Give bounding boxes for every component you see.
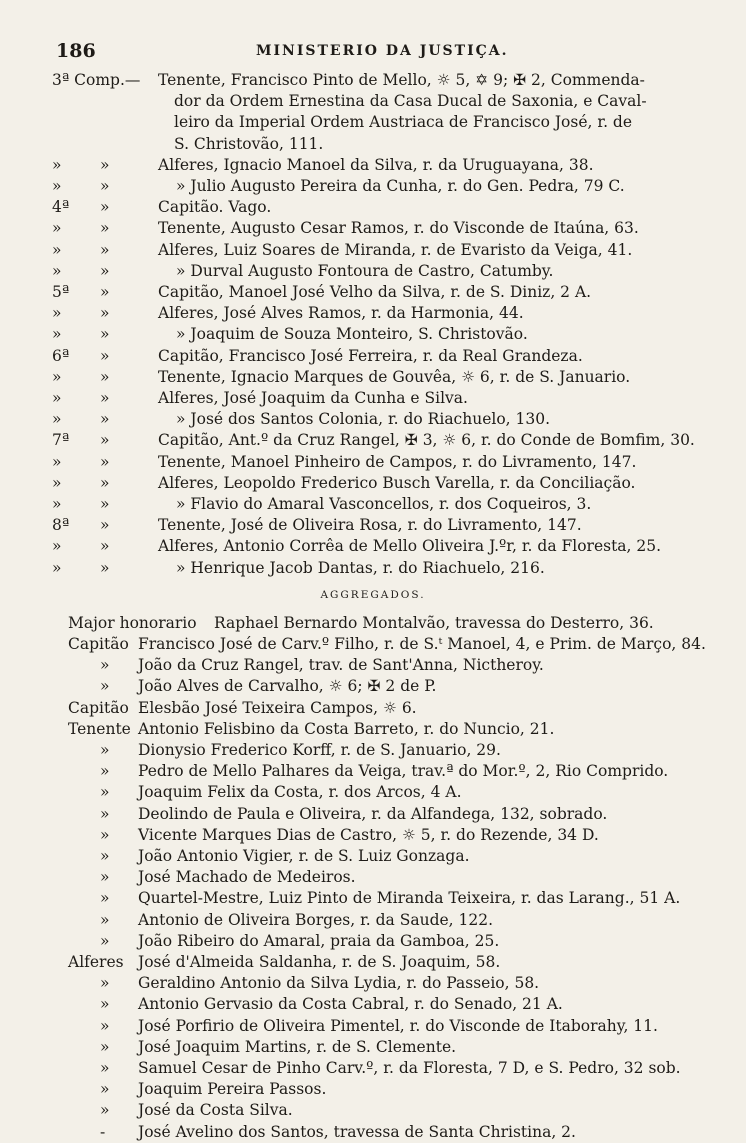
entry-text: Alferes, Antonio Corrêa de Mello Oliveira J.ºr, r. da Floresta, 25. xyxy=(158,537,662,556)
aggregado-text: Joaquim Felix da Costa, r. dos Arcos, 4 A. xyxy=(138,783,462,802)
aggregado-text: Antonio de Oliveira Borges, r. da Saude, 122. xyxy=(138,910,494,929)
ditto-mark: » xyxy=(100,283,110,301)
entry-line xyxy=(0,240,746,261)
aggregado-line xyxy=(0,804,746,825)
rank-label: » xyxy=(100,741,110,759)
entry-line xyxy=(0,409,746,430)
entry-line xyxy=(0,324,746,345)
company-label: 5ª xyxy=(52,283,70,301)
ditto-mark: » xyxy=(100,240,110,259)
entry-text: Tenente, José de Oliveira Rosa, r. do Livramento, 147. xyxy=(158,516,582,535)
rank-label: » xyxy=(100,1101,110,1120)
aggregado-line xyxy=(0,1016,746,1037)
entry-line xyxy=(0,367,746,388)
entry-line xyxy=(0,176,746,197)
aggregado-line xyxy=(0,888,746,909)
rank-label: » xyxy=(100,1037,110,1056)
aggregado-text: Francisco José de Carv.º Filho, r. de S.ᵗ Manoel, 4, e Prim. de Março, 84. xyxy=(138,635,706,653)
aggregado-line xyxy=(0,719,746,740)
aggregado-text: Pedro de Mello Palhares da Veiga, trav.ª do Mor.º, 2, Rio Comprido. xyxy=(138,762,669,781)
page-number: 186 xyxy=(56,40,96,62)
company-label: » xyxy=(52,304,62,323)
section-title: AGGREGADOS. xyxy=(320,588,426,601)
company-label: » xyxy=(52,389,62,407)
aggregado-text: Antonio Gervasio da Costa Cabral, r. do Senado, 21 A. xyxy=(138,995,563,1014)
entry-line xyxy=(0,473,746,494)
rank-label: » xyxy=(100,783,110,802)
rank-label: Tenente xyxy=(68,719,131,738)
aggregado-line xyxy=(0,1122,746,1143)
entry-text: Tenente, Ignacio Marques de Gouvêa, ☼ 6, r. de S. Januario. xyxy=(158,367,631,386)
entry-text: Capitão, Manoel José Velho da Silva, r. de S. Diniz, 2 A. xyxy=(158,283,592,301)
rank-label: Capitão xyxy=(68,635,129,653)
aggregado-line xyxy=(0,973,746,994)
entry-text: Alferes, Luiz Soares de Miranda, r. de Evaristo da Veiga, 41. xyxy=(158,240,633,259)
entry-line xyxy=(0,388,746,409)
entry-text: Alferes, José Alves Ramos, r. da Harmonia, 44. xyxy=(158,304,524,323)
entry-line xyxy=(0,197,746,218)
aggregado-line xyxy=(0,655,746,676)
aggregado-line xyxy=(0,952,746,973)
aggregado-line xyxy=(0,1100,746,1121)
rank-label: » xyxy=(100,1059,110,1077)
aggregado-text: Antonio Felisbino da Costa Barreto, r. do Nuncio, 21. xyxy=(138,719,555,738)
entry-line xyxy=(0,91,746,112)
aggregado-text: Vicente Marques Dias de Castro, ☼ 5, r. do Rezende, 34 D. xyxy=(138,825,599,844)
ditto-mark: » xyxy=(100,198,110,217)
entry-line xyxy=(0,494,746,515)
ditto-mark: » xyxy=(100,537,110,556)
aggregado-text: João Antonio Vigier, r. de S. Luiz Gonzaga. xyxy=(138,847,470,865)
rank-label: » xyxy=(100,889,110,908)
ditto-mark: » xyxy=(100,389,110,407)
ditto-mark: » xyxy=(100,155,110,174)
aggregado-text: José Machado de Medeiros. xyxy=(138,868,356,887)
entry-line xyxy=(0,430,746,451)
rank-label: » xyxy=(100,931,110,950)
entry-text: Alferes, Ignacio Manoel da Silva, r. da Uruguayana, 38. xyxy=(158,155,594,174)
rank-label: » xyxy=(100,804,110,823)
rank-label: - xyxy=(100,1122,106,1141)
ditto-mark: » xyxy=(100,261,110,280)
company-label: 3ª Comp.— xyxy=(52,71,141,89)
rank-label: » xyxy=(100,762,110,781)
company-label: 8ª xyxy=(52,516,70,535)
entry-line xyxy=(0,134,746,155)
entry-text: Tenente, Francisco Pinto de Mello, ☼ 5, ✡ 9; ✠ 2, Commenda- xyxy=(158,71,645,89)
page-header xyxy=(56,40,736,62)
entry-text: » José dos Santos Colonia, r. do Riachuelo, 130. xyxy=(176,410,551,429)
aggregado-line xyxy=(0,910,746,931)
running-head: MINISTERIO DA JUSTIÇA. xyxy=(256,43,509,59)
entry-text: Tenente, Augusto Cesar Ramos, r. do Visconde de Itaúna, 63. xyxy=(158,219,639,238)
aggregado-line xyxy=(0,994,746,1015)
company-label: » xyxy=(52,155,62,174)
aggregado-line xyxy=(0,782,746,803)
entry-line xyxy=(0,346,746,367)
company-label: » xyxy=(52,495,62,513)
company-label: » xyxy=(52,367,62,386)
entry-text: Tenente, Manoel Pinheiro de Campos, r. do Livramento, 147. xyxy=(158,452,637,471)
entry-line xyxy=(0,515,746,536)
rank-label: » xyxy=(100,1016,110,1035)
ditto-mark: » xyxy=(100,495,110,513)
company-label: » xyxy=(52,261,62,280)
rank-label: » xyxy=(100,825,110,844)
aggregado-text: João Alves de Carvalho, ☼ 6; ✠ 2 de P. xyxy=(138,677,437,696)
aggregado-line xyxy=(0,846,746,867)
aggregado-text: Elesbão José Teixeira Campos, ☼ 6. xyxy=(138,698,417,717)
rank-label: » xyxy=(100,1080,110,1099)
entry-text: dor da Ordem Ernestina da Casa Ducal de Saxonia, e Caval- xyxy=(174,92,647,111)
aggregado-line xyxy=(0,613,746,634)
entry-line xyxy=(0,452,746,473)
company-label: 6ª xyxy=(52,346,70,365)
rank-label: » xyxy=(100,910,110,929)
company-label: » xyxy=(52,177,62,195)
aggregado-text: José Avelino dos Santos, travessa de Santa Christina, 2. xyxy=(138,1122,576,1141)
ditto-mark: » xyxy=(100,219,110,238)
entry-text: Alferes, Leopoldo Frederico Busch Varella, r. da Conciliação. xyxy=(158,473,636,492)
rank-label: Major honorario xyxy=(68,613,197,632)
entry-line xyxy=(0,303,746,324)
aggregado-line xyxy=(0,867,746,888)
aggregado-line xyxy=(0,931,746,952)
rank-label: Capitão xyxy=(68,698,129,717)
ditto-mark: » xyxy=(100,410,110,429)
rank-label: » xyxy=(100,677,110,696)
aggregado-text: Raphael Bernardo Montalvão, travessa do Desterro, 36. xyxy=(214,613,654,632)
entry-text: Capitão, Ant.º da Cruz Rangel, ✠ 3, ☼ 6, r. do Conde de Bomfim, 30. xyxy=(158,431,695,450)
ditto-mark: » xyxy=(100,452,110,471)
entry-text: » Flavio do Amaral Vasconcellos, r. dos Coqueiros, 3. xyxy=(176,495,592,513)
aggregado-text: José Porfirio de Oliveira Pimentel, r. do Visconde de Itaborahy, 11. xyxy=(138,1016,658,1035)
entry-line xyxy=(0,70,746,91)
entry-text: leiro da Imperial Ordem Austriaca de Francisco José, r. de xyxy=(174,113,633,132)
aggregado-line xyxy=(0,634,746,655)
aggregado-text: José Joaquim Martins, r. de S. Clemente. xyxy=(138,1037,457,1056)
company-label: » xyxy=(52,473,62,492)
rank-label: » xyxy=(100,847,110,865)
entry-line xyxy=(0,558,746,579)
company-label: 7ª xyxy=(52,431,70,450)
aggregado-text: Samuel Cesar de Pinho Carv.º, r. da Floresta, 7 D, e S. Pedro, 32 sob. xyxy=(138,1059,681,1077)
company-label: 4ª xyxy=(52,198,70,217)
ditto-mark: » xyxy=(100,304,110,323)
ditto-mark: » xyxy=(100,346,110,365)
rank-label: » xyxy=(100,974,110,993)
aggregado-line xyxy=(0,761,746,782)
aggregado-line xyxy=(0,1058,746,1079)
ditto-mark: » xyxy=(100,558,110,577)
company-label: » xyxy=(52,410,62,429)
rank-label: Alferes xyxy=(68,953,124,971)
aggregado-text: Geraldino Antonio da Silva Lydia, r. do Passeio, 58. xyxy=(138,974,540,993)
rank-label: » xyxy=(100,995,110,1014)
company-label: » xyxy=(52,325,62,344)
entry-text: » Julio Augusto Pereira da Cunha, r. do Gen. Pedra, 79 C. xyxy=(176,177,625,195)
entry-line xyxy=(0,282,746,303)
aggregado-text: José da Costa Silva. xyxy=(138,1101,293,1120)
aggregado-line xyxy=(0,676,746,697)
entry-line xyxy=(0,261,746,282)
aggregado-text: Dionysio Frederico Korff, r. de S. Januario, 29. xyxy=(138,741,501,759)
rank-label: » xyxy=(100,868,110,887)
ditto-mark: » xyxy=(100,367,110,386)
aggregado-line xyxy=(0,698,746,719)
aggregado-text: João da Cruz Rangel, trav. de Sant'Anna, Nictheroy. xyxy=(138,656,544,675)
entry-line xyxy=(0,155,746,176)
aggregado-line xyxy=(0,1037,746,1058)
entry-text: Capitão, Francisco José Ferreira, r. da Real Grandeza. xyxy=(158,346,583,365)
entry-text: Capitão. Vago. xyxy=(158,198,272,217)
company-label: » xyxy=(52,240,62,259)
aggregado-text: Joaquim Pereira Passos. xyxy=(138,1080,327,1099)
aggregado-text: Quartel-Mestre, Luiz Pinto de Miranda Teixeira, r. das Larang., 51 A. xyxy=(138,889,681,908)
company-label: » xyxy=(52,219,62,238)
rank-label: » xyxy=(100,656,110,675)
company-label: » xyxy=(52,558,62,577)
aggregado-text: José d'Almeida Saldanha, r. de S. Joaquim, 58. xyxy=(138,953,501,971)
entry-line xyxy=(0,218,746,239)
company-label: » xyxy=(52,452,62,471)
entry-line xyxy=(0,112,746,133)
entry-text: » Henrique Jacob Dantas, r. do Riachuelo, 216. xyxy=(176,558,545,577)
entry-line xyxy=(0,536,746,557)
company-label: » xyxy=(52,537,62,556)
aggregado-text: Deolindo de Paula e Oliveira, r. da Alfandega, 132, sobrado. xyxy=(138,804,608,823)
entry-text: S. Christovão, 111. xyxy=(174,134,324,153)
entry-text: » Joaquim de Souza Monteiro, S. Christovão. xyxy=(176,325,528,344)
ditto-mark: » xyxy=(100,177,110,195)
ditto-mark: » xyxy=(100,516,110,535)
ditto-mark: » xyxy=(100,325,110,344)
aggregado-line xyxy=(0,825,746,846)
entry-text: » Durval Augusto Fontoura de Castro, Catumby. xyxy=(176,261,554,280)
aggregado-line xyxy=(0,740,746,761)
ditto-mark: » xyxy=(100,431,110,450)
ditto-mark: » xyxy=(100,473,110,492)
entry-text: Alferes, José Joaquim da Cunha e Silva. xyxy=(158,389,468,407)
aggregado-text: João Ribeiro do Amaral, praia da Gamboa, 25. xyxy=(138,931,500,950)
aggregado-line xyxy=(0,1079,746,1100)
